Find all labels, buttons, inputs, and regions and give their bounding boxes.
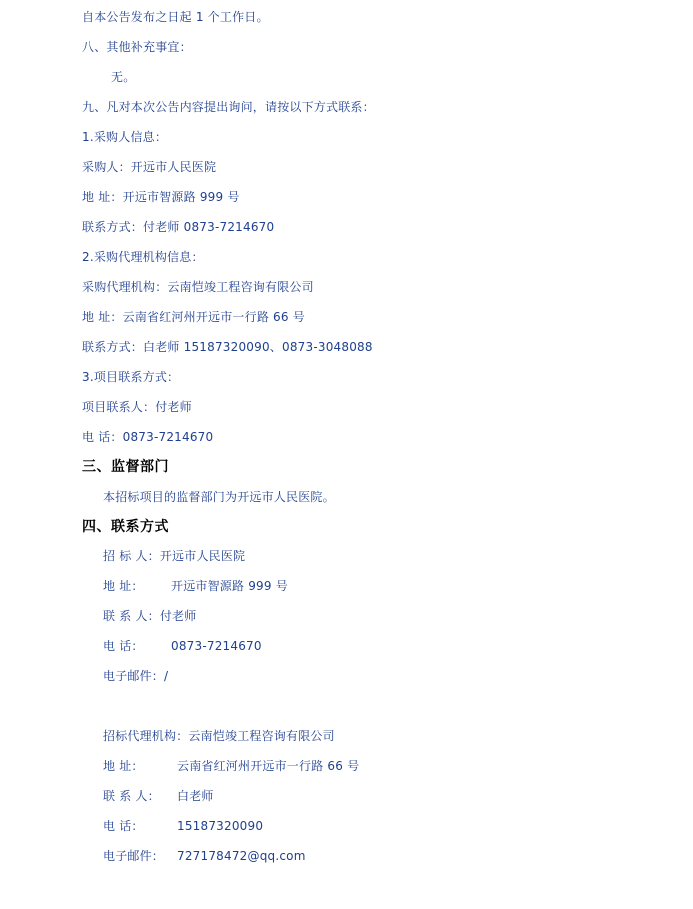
section-8-content: 无。	[111, 70, 136, 84]
project-contact-title: 3.项目联系方式：	[82, 370, 180, 384]
section-8-title: 八、其他补充事宜：	[82, 40, 192, 54]
tenderer-email-label: 电子邮件：	[103, 669, 165, 683]
supervision-heading: 三、监督部门	[82, 459, 169, 475]
agency-contact-name-label: 招标代理机构：	[103, 729, 189, 743]
purchaser-name: 采购人：开远市人民医院	[82, 160, 217, 174]
tenderer-name-row	[103, 548, 245, 564]
purchaser-address: 地 址：开远市智源路 999 号	[82, 190, 240, 204]
purchaser-info-title: 1.采购人信息：	[82, 130, 168, 144]
agency-address: 地 址：云南省红河州开远市一行路 66 号	[82, 310, 305, 324]
agency-contact-address-label: 地 址：	[103, 759, 144, 773]
tenderer-phone-value: 0873-7214670	[171, 639, 262, 653]
agency-contact-email-label: 电子邮件：	[103, 849, 165, 863]
tenderer-person-label: 联 系 人：	[103, 609, 160, 623]
agency-contact-person-row	[103, 788, 214, 804]
tenderer-email-value: /	[164, 669, 169, 683]
purchaser-contact: 联系方式：付老师 0873-7214670	[82, 220, 275, 234]
agency-contact-phone-row	[103, 818, 263, 834]
agency-contact-email-row	[103, 848, 306, 864]
agency-contact-person-value: 白老师	[177, 789, 214, 803]
tenderer-address-row	[103, 578, 288, 594]
agency-contact-address-value: 云南省红河州开远市一行路 66 号	[177, 759, 360, 773]
section-9-title: 九、凡对本次公告内容提出询问，请按以下方式联系：	[82, 100, 375, 114]
tenderer-person-row	[103, 608, 196, 624]
agency-contact-address-row	[103, 758, 359, 774]
agency-info-title: 2.采购代理机构信息：	[82, 250, 204, 264]
agency-contact-email-value: 727178472@qq.com	[177, 849, 306, 863]
tenderer-address-label: 地 址：	[103, 579, 144, 593]
contact-heading: 四、联系方式	[82, 519, 169, 535]
project-contact-phone: 电 话：0873-7214670	[82, 430, 214, 444]
tenderer-person-value: 付老师	[159, 609, 197, 623]
supervision-text: 本招标项目的监督部门为开远市人民医院。	[103, 490, 335, 504]
agency-contact-name-row	[103, 728, 335, 744]
tenderer-name-value: 开远市人民医院	[159, 549, 246, 563]
agency-contact-phone-value: 15187320090	[177, 819, 264, 833]
agency-contact-person-label: 联 系 人：	[103, 789, 160, 803]
tenderer-name-label: 招 标 人：	[103, 549, 160, 563]
deadline-line: 自本公告发布之日起 1 个工作日。	[82, 10, 269, 24]
tenderer-phone-row	[103, 638, 262, 654]
agency-name: 采购代理机构：云南恺竣工程咨询有限公司	[82, 280, 314, 294]
tenderer-address-value: 开远市智源路 999 号	[171, 579, 288, 593]
project-contact-person: 项目联系人：付老师	[82, 400, 192, 414]
agency-contact-phone-label: 电 话：	[103, 819, 144, 833]
tenderer-phone-label: 电 话：	[103, 639, 144, 653]
agency-contact: 联系方式：白老师 15187320090、0873-3048088	[82, 340, 373, 354]
tenderer-email-row	[103, 668, 168, 684]
agency-contact-name-value: 云南恺竣工程咨询有限公司	[188, 729, 335, 743]
